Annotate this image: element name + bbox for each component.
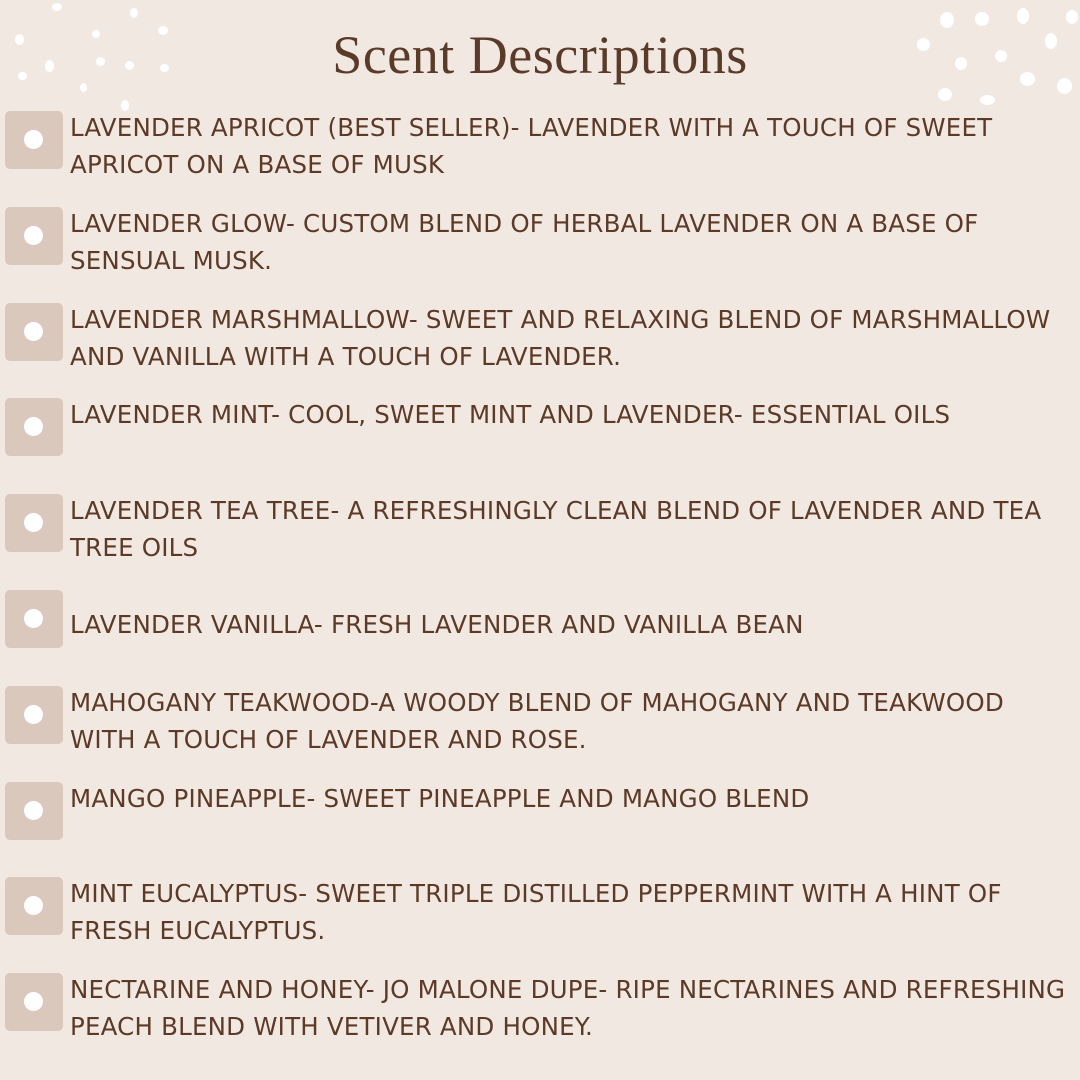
bullet-dot-icon [24, 513, 43, 532]
scent-description: LAVENDER VANILLA- FRESH LAVENDER AND VANILLA BEAN [70, 610, 804, 639]
bullet-dot-icon [24, 992, 43, 1011]
bullet-box [5, 207, 63, 265]
page-title: Scent Descriptions [332, 25, 748, 85]
bullet-box [5, 782, 63, 840]
bullet-box [5, 877, 63, 935]
dot-shape [130, 8, 138, 18]
scent-description: LAVENDER MINT- COOL, SWEET MINT AND LAVENDER- ESSENTIAL OILS [70, 400, 951, 430]
bullet-dot-icon [24, 896, 43, 915]
bullet-dot-icon [24, 801, 43, 820]
bullet-dot-icon [24, 322, 43, 341]
bullet-dot-icon [24, 130, 43, 149]
bullet-dot-icon [24, 417, 43, 436]
dot-shape [1017, 8, 1029, 24]
bullet-box [5, 686, 63, 744]
bullet-dot-icon [24, 705, 43, 724]
scent-description: NECTARINE AND HONEY- JO MALONE DUPE- RIPE NECTARINES AND REFRESHING PEACH BLEND WITH VETIVER AND HONEY. [70, 975, 1066, 1042]
scent-description: LAVENDER TEA TREE- A REFRESHINGLY CLEAN BLEND OF LAVENDER AND TEA TREE OILS [70, 496, 1042, 563]
bullet-box [5, 590, 63, 648]
bullet-dot-icon [24, 609, 43, 628]
dot-shape [980, 95, 995, 105]
scent-description: LAVENDER APRICOT (BEST SELLER)- LAVENDER WITH A TOUCH OF SWEET APRICOT ON A BASE OF MUSK [70, 113, 993, 179]
bullet-dot-icon [24, 226, 43, 245]
bullet-box [5, 398, 63, 456]
bullet-box [5, 303, 63, 361]
scent-description: MANGO PINEAPPLE- SWEET PINEAPPLE AND MANGO BLEND [70, 783, 810, 813]
scent-description: LAVENDER GLOW- CUSTOM BLEND OF HERBAL LAVENDER ON A BASE OF SENSUAL MUSK. [70, 208, 979, 275]
bullet-box [5, 111, 63, 169]
bullet-box [5, 973, 63, 1031]
dot-shape [1066, 10, 1078, 24]
bullet-box [5, 494, 63, 552]
scent-description: LAVENDER MARSHMALLOW- SWEET AND RELAXING BLEND OF MARSHMALLOW AND VANILLA WITH A TOUCH OF LAVENDER. [70, 304, 1051, 371]
scent-description: MAHOGANY TEAKWOOD-A WOODY BLEND OF MAHOGANY AND TEAKWOOD WITH A TOUCH OF LAVENDER AND ROSE. [70, 687, 1004, 754]
dot-shape [52, 3, 62, 11]
dot-shape [938, 88, 952, 101]
scent-description: MINT EUCALYPTUS- SWEET TRIPLE DISTILLED PEPPERMINT WITH A HINT OF FRESH EUCALYPTUS. [70, 879, 1002, 946]
